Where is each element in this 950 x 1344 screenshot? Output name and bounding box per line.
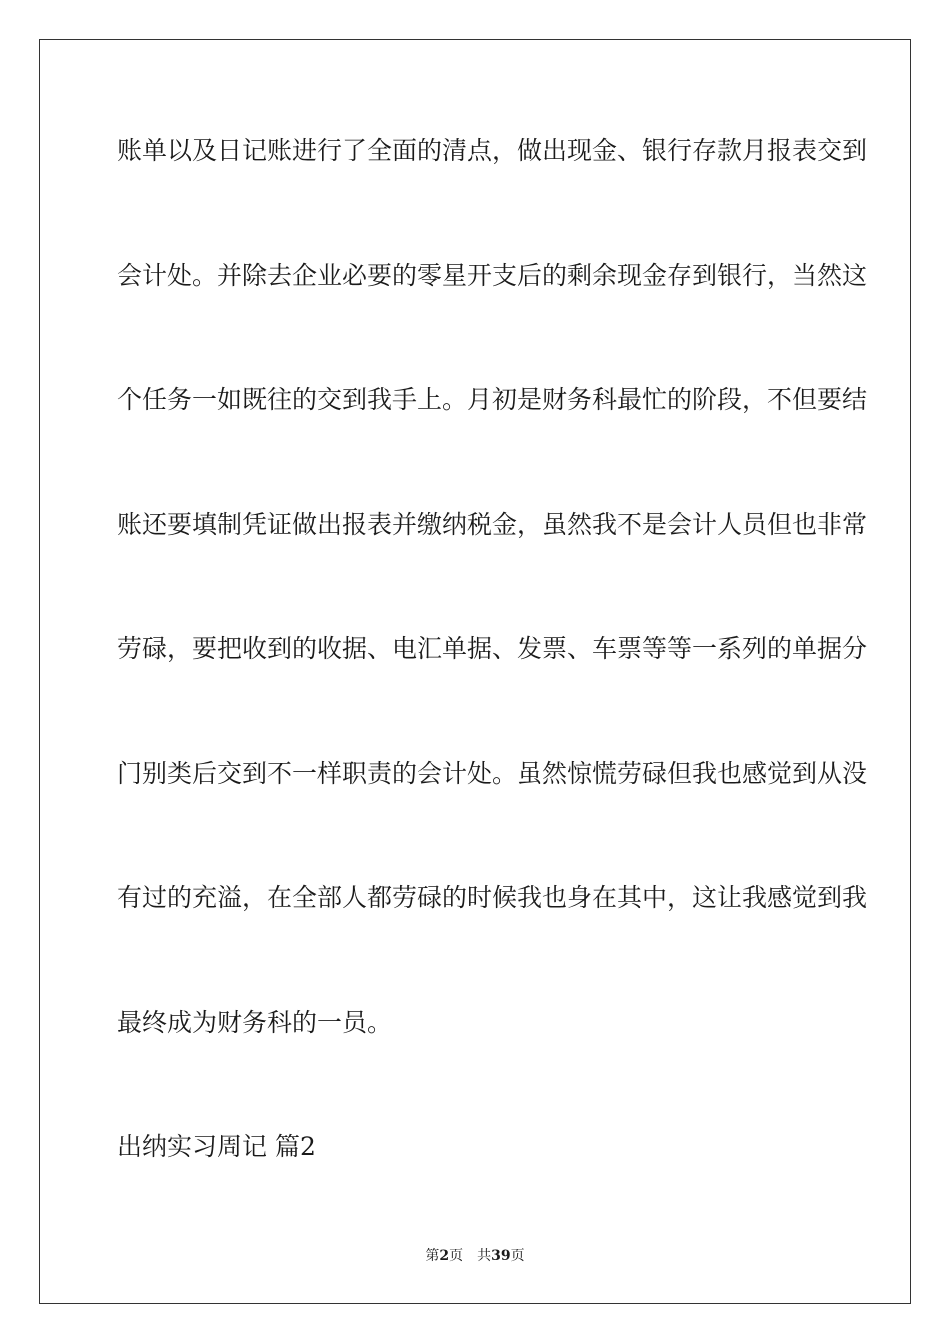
paragraph-line-7: 有过的充溢，在全部人都劳碌的时候我也身在其中，这让我感觉到我: [117, 883, 868, 912]
paragraph-line-3: 个任务一如既往的交到我手上。月初是财务科最忙的阶段，不但要结: [117, 385, 868, 414]
paragraph-line-4: 账还要填制凭证做出报表并缴纳税金，虽然我不是会计人员但也非常: [117, 510, 868, 539]
paragraph-line-2: 会计处。并除去企业必要的零星开支后的剩余现金存到银行，当然这: [117, 261, 868, 290]
footer-total-suffix: 页: [510, 1248, 525, 1264]
page-border: [39, 39, 911, 1304]
paragraph-line-8: 最终成为财务科的一员。: [117, 1008, 393, 1037]
footer-prefix: 第: [425, 1248, 440, 1264]
paragraph-line-6: 门别类后交到不一样职责的会计处。虽然惊慌劳碌但我也感觉到从没: [117, 759, 868, 788]
paragraph-line-1: 账单以及日记账进行了全面的清点，做出现金、银行存款月报表交到: [117, 136, 868, 165]
total-pages-number: 39: [491, 1248, 511, 1264]
section-heading: 出纳实习周记 篇2: [117, 1132, 316, 1161]
footer-page-suffix: 页: [449, 1248, 464, 1264]
page-footer: [0, 1247, 950, 1265]
paragraph-line-5: 劳碌，要把收到的收据、电汇单据、发票、车票等等一系列的单据分: [117, 634, 868, 663]
footer-total-prefix: 共: [477, 1248, 492, 1264]
current-page-number: 2: [439, 1248, 450, 1264]
